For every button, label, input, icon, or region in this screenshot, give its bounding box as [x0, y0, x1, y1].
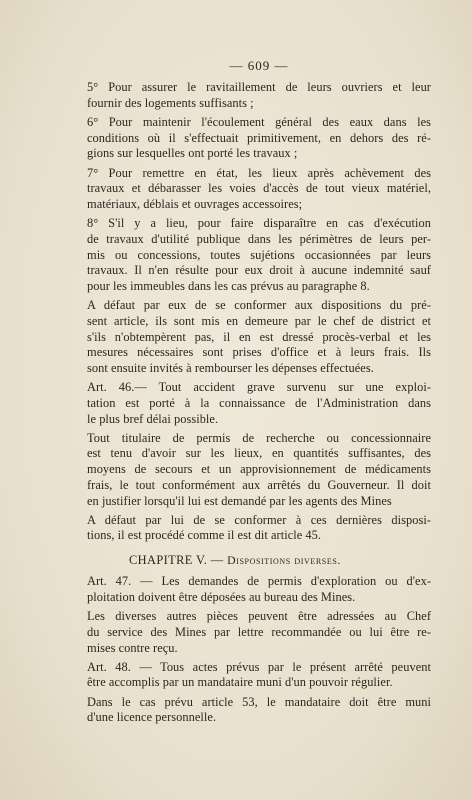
- text-line: 8° S'il y a lieu, pour faire disparaître en cas d'exécution: [87, 216, 431, 231]
- text-line: travaux et débarasser les voies d'accès de tout vieux matériel,: [87, 181, 431, 196]
- text-line: être accomplis par un mandataire muni d'un pouvoir régulier.: [87, 675, 393, 690]
- text-block: [87, 58, 431, 730]
- chapter-heading: [87, 552, 431, 568]
- text-line: Dans le cas prévu article 53, le mandataire doit être muni: [87, 694, 431, 709]
- text-line: d'une licence personnelle.: [87, 710, 217, 725]
- text-line: matériaux, déblais et ouvrages accessoires;: [87, 196, 303, 211]
- paragraph: [87, 166, 431, 213]
- paragraph: [87, 695, 431, 726]
- text-line: mesures nécessaires sont prises d'office et à leurs frais. Ils: [87, 345, 431, 360]
- text-line: en justifier lorsqu'il lui est demandé par les agents des Mines: [87, 493, 392, 508]
- paragraph: [87, 431, 431, 510]
- paragraph: [87, 380, 431, 427]
- text-line: A défaut par lui de se conformer à ces dernières disposi-: [87, 512, 431, 527]
- text-line: fournir des logements suffisants ;: [87, 95, 254, 110]
- text-line: sont ensuite invités à rembourser les dépenses effectuées.: [87, 360, 374, 375]
- text-line: Art. 46.— Tout accident grave survenu sur une exploi-: [87, 380, 431, 395]
- text-line: ploitation doivent être déposées au bureau des Mines.: [87, 589, 356, 604]
- text-line: tions, il est procédé comme il est dit article 45.: [87, 528, 322, 543]
- chapter-title: Dispositions diverses.: [227, 553, 341, 568]
- page-number: — 609 —: [229, 58, 289, 73]
- text-line: 6° Pour maintenir l'écoulement général des eaux dans les: [87, 114, 431, 129]
- text-line: Les diverses autres pièces peuvent être adressées au Chef: [87, 609, 431, 624]
- paragraphs-after-chapter: [87, 574, 431, 726]
- paragraph: [87, 574, 431, 605]
- paragraph: [87, 660, 431, 691]
- paragraphs-before-chapter: [87, 80, 431, 544]
- paragraph: [87, 216, 431, 295]
- text-line: Art. 48. — Tous actes prévus par le présent arrêté peuvent: [87, 659, 431, 674]
- paragraph: [87, 609, 431, 656]
- text-line: tation est porté à la connaissance de l'Administration dans: [87, 395, 431, 410]
- text-line: sent article, ils sont mis en demeure par le chef de district et: [87, 313, 431, 328]
- text-line: du service des Mines par lettre recommandée ou lui être re-: [87, 624, 431, 639]
- text-line: 5° Pour assurer le ravitaillement de leurs ouvriers et leur: [87, 80, 431, 94]
- paragraph: [87, 115, 431, 162]
- text-line: de travaux d'utilité publique dans les périmètres de leurs per-: [87, 231, 431, 246]
- text-line: mises contre reçu.: [87, 640, 178, 655]
- text-line: s'ils n'obtempèrent pas, il en est dressé procès-verbal et les: [87, 329, 431, 344]
- text-line: conditions où il s'effectuait primitivement, en dehors des ré-: [87, 130, 431, 145]
- text-line: A défaut par eux de se conformer aux dispositions du pré-: [87, 298, 431, 313]
- paragraph: [87, 298, 431, 377]
- chapter-prefix: CHAPITRE V. —: [129, 553, 224, 568]
- text-line: pour les immeubles dans les cas prévus au paragraphe 8.: [87, 278, 370, 293]
- text-line: Art. 47. — Les demandes de permis d'exploration ou d'ex-: [87, 574, 431, 589]
- text-line: est tenu d'avoir sur les lieux, en quantités suffisantes, des: [87, 446, 431, 461]
- paragraph: [87, 80, 431, 111]
- text-line: Tout titulaire de permis de recherche ou concessionnaire: [87, 430, 431, 445]
- text-line: travaux. Il n'en résulte pour eux droit à aucune indemnité sauf: [87, 263, 431, 278]
- text-line: gions sur lesquelles ont porté les travaux ;: [87, 146, 298, 161]
- text-line: mis ou concessions, toutes sujétions occasionnées par leurs: [87, 247, 431, 262]
- text-line: 7° Pour remettre en état, les lieux après achèvement des: [87, 165, 431, 180]
- paragraph: [87, 513, 431, 544]
- text-line: frais, le tout conformément aux arrêtés du Gouverneur. Il doit: [87, 477, 431, 492]
- text-line: le plus bref délai possible.: [87, 411, 219, 426]
- text-line: moyens de secours et un approvisionnement de médicaments: [87, 462, 431, 477]
